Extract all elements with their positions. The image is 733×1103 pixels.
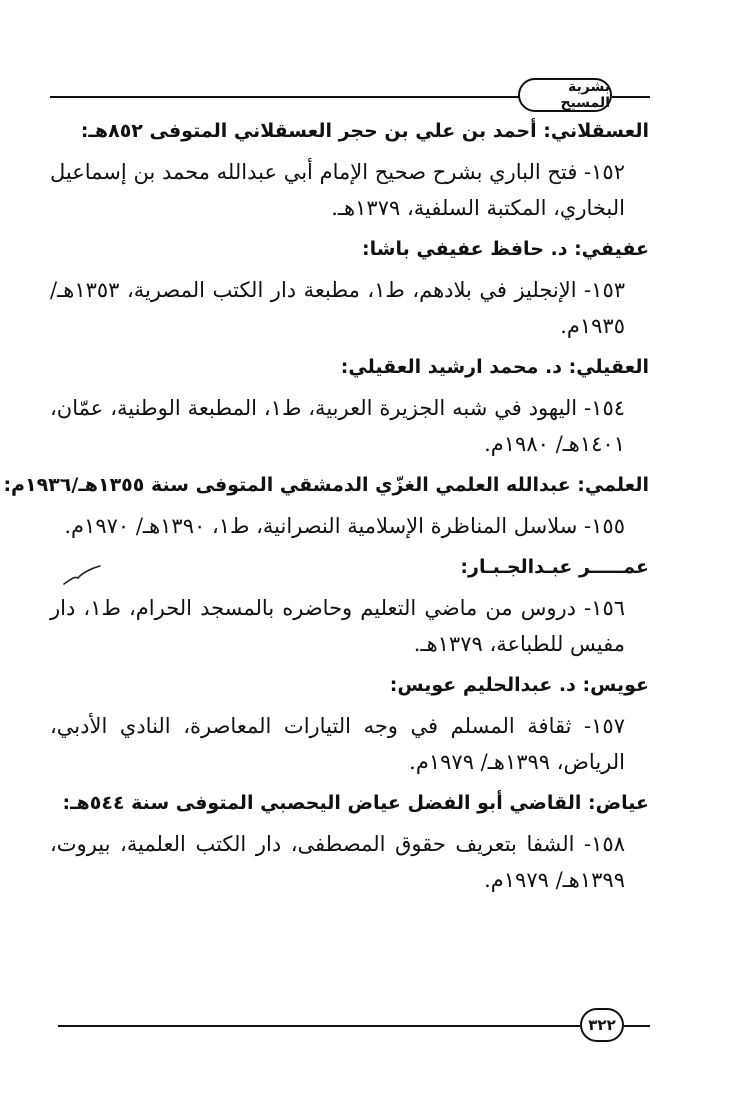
- bibliography-entry: ١٥٢- فتح الباري بشرح صحيح الإمام أبي عبدالله محمد بن إسماعيل البخاري، المكتبة السلفية، ١٣٧٩هـ.: [50, 160, 625, 220]
- check-mark-icon: [62, 564, 102, 588]
- bibliography-entry: ١٥٣- الإنجليز في بلادهم، ط١، مطبعة دار الكتب المصرية، ١٣٥٣هـ/ ١٩٣٥م.: [50, 278, 626, 338]
- page-number-badge: [580, 1008, 624, 1042]
- author-heading: عياض: القاضي أبو الفضل عياض اليحصبي المتوفى سنة ٥٤٤هـ:: [62, 792, 649, 814]
- bibliography-section: [50, 790, 649, 898]
- footer-rule-left: [58, 1025, 580, 1027]
- header-rule-left: [50, 96, 520, 98]
- bibliography-section: [50, 672, 649, 780]
- author-heading: عويس: د. عبدالحليم عويس:: [389, 674, 649, 696]
- author-heading: العسقلاني: أحمد بن علي بن حجر العسقلاني المتوفى ٨٥٢هـ:: [80, 120, 649, 142]
- bibliography-entry: ١٥٨- الشفا بتعريف حقوق المصطفى، دار الكتب العلمية، بيروت، ١٣٩٩هـ/ ١٩٧٩م.: [50, 832, 625, 892]
- bibliography-section: [3, 472, 649, 544]
- header-rule-right: [612, 96, 650, 98]
- bibliography-entry: ١٥٤- اليهود في شبه الجزيرة العربية، ط١، المطبعة الوطنية، عمّان، ١٤٠١هـ/ ١٩٨٠م.: [50, 396, 626, 456]
- bibliography-entry: ١٥٥- سلاسل المناظرة الإسلامية النصرانية، ط١، ١٣٩٠هـ/ ١٩٧٠م.: [64, 514, 625, 538]
- running-title-badge: [518, 78, 612, 112]
- bibliography-section: [50, 554, 649, 662]
- author-heading: العقيلي: د. محمد ارشيد العقيلي:: [340, 356, 649, 378]
- running-title: بشرية المسيح: [560, 79, 610, 111]
- bibliography-section: [50, 354, 649, 462]
- bibliography-section: [50, 118, 649, 226]
- bibliography-entry: ١٥٦- دروس من ماضي التعليم وحاضره بالمسجد الحرام، ط١، دار مفيس للطباعة، ١٣٧٩هـ.: [50, 596, 626, 656]
- author-heading: العلمي: عبدالله العلمي الغزّي الدمشقي المتوفى سنة ١٣٥٥هـ/١٩٣٦م:: [3, 474, 649, 496]
- bibliography-list: [3, 108, 649, 908]
- author-heading: عمـــــر عبـدالجـبـار:: [460, 556, 649, 578]
- author-heading: عفيفي: د. حافظ عفيفي باشا:: [362, 238, 649, 260]
- page-number: ٣٢٢: [588, 1016, 616, 1034]
- footer-rule-right: [624, 1025, 650, 1027]
- bibliography-entry: ١٥٧- ثقافة المسلم في وجه التيارات المعاصرة، النادي الأدبي، الرياض، ١٣٩٩هـ/ ١٩٧٩م.: [50, 714, 625, 774]
- bibliography-section: [50, 236, 649, 344]
